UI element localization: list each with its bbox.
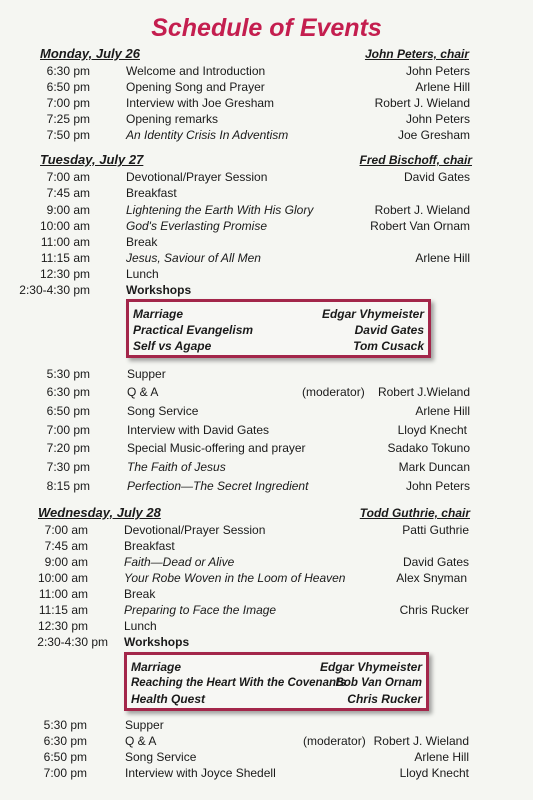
person: Arlene Hill [415, 251, 470, 265]
schedule-row [0, 384, 533, 400]
event: Breakfast [126, 186, 177, 200]
schedule-row [0, 554, 533, 570]
schedule-row [0, 111, 533, 127]
day-header-monday [0, 46, 533, 62]
event: Workshops [126, 283, 192, 297]
event: God's Everlasting Promise [126, 219, 268, 233]
person: Arlene Hill [414, 750, 469, 764]
event: Interview with Joe Gresham [126, 96, 275, 110]
person: Lloyd Knecht [397, 423, 467, 437]
workshop-title: Marriage [133, 307, 184, 321]
event: Interview with David Gates [127, 423, 270, 437]
time: 2:30-4:30 pm [19, 283, 90, 297]
schedule-row [0, 733, 533, 749]
event: Opening Song and Prayer [126, 80, 265, 94]
event: Special Music-offering and prayer [127, 441, 306, 455]
schedule-row [0, 218, 533, 234]
day-header-wednesday [0, 505, 533, 521]
workshop-leader: Edgar Vhymeister [319, 660, 422, 674]
workshop-leader: David Gates [354, 323, 424, 337]
time: 11:15 am [40, 251, 90, 265]
schedule-row [0, 422, 533, 438]
time: 7:25 pm [46, 112, 90, 126]
event: An Identity Crisis In Adventism [126, 128, 289, 142]
day-heading: Monday, July 26 [40, 46, 140, 61]
time: 8:15 pm [46, 479, 90, 493]
workshop-title: Self vs Agape [133, 339, 212, 353]
person: Robert J.Wieland [377, 385, 470, 399]
time: 9:00 am [44, 555, 88, 569]
time: 6:50 pm [46, 80, 90, 94]
time: 7:00 am [46, 170, 90, 184]
workshop-row [127, 675, 426, 691]
schedule-row [0, 234, 533, 250]
time: 5:30 pm [43, 718, 87, 732]
time: 10:00 am [39, 219, 90, 233]
event: Jesus, Saviour of All Men [126, 251, 261, 265]
moderator-note: (moderator) [303, 734, 366, 748]
event: Supper [127, 367, 166, 381]
schedule-row [0, 403, 533, 419]
time: 2:30-4:30 pm [37, 635, 108, 649]
schedule-row [0, 250, 533, 266]
person: Robert Van Ornam [370, 219, 470, 233]
time: 6:30 pm [46, 64, 90, 78]
person: John Peters [405, 479, 470, 493]
schedule-row [0, 366, 533, 382]
schedule-row [0, 79, 533, 95]
person: Robert J. Wieland [374, 203, 470, 217]
event: Your Robe Woven in the Loom of Heaven [124, 571, 346, 585]
event: The Faith of Jesus [127, 460, 226, 474]
workshops-box [126, 299, 431, 358]
workshop-row [129, 306, 428, 322]
workshop-leader: Tom Cusack [353, 339, 424, 353]
schedule-row [0, 634, 533, 650]
event: Q & A [127, 385, 159, 399]
day-chair: Todd Guthrie, chair [359, 506, 470, 520]
schedule-row [0, 749, 533, 765]
day-header-tuesday [0, 152, 533, 168]
event: Lightening the Earth With His Glory [126, 203, 314, 217]
workshops-box [124, 652, 429, 711]
schedule-row [0, 717, 533, 733]
time: 12:30 pm [39, 267, 90, 281]
person: Sadako Tokuno [387, 441, 470, 455]
time: 7:50 pm [46, 128, 90, 142]
workshop-leader: Edgar Vhymeister [321, 307, 424, 321]
time: 7:45 am [44, 539, 88, 553]
workshop-leader: Chris Rucker [347, 692, 422, 706]
person: Joe Gresham [397, 128, 470, 142]
person: Chris Rucker [399, 603, 469, 617]
time: 11:00 am [38, 587, 88, 601]
schedule-row [0, 185, 533, 201]
time: 5:30 pm [46, 367, 90, 381]
event: Perfection—The Secret Ingredient [127, 479, 309, 493]
time: 7:00 pm [46, 423, 90, 437]
day-heading: Wednesday, July 28 [38, 505, 161, 520]
schedule-row [0, 765, 533, 781]
event: Workshops [124, 635, 190, 649]
schedule-row [0, 440, 533, 456]
workshop-row [129, 338, 428, 354]
time: 7:00 pm [46, 96, 90, 110]
person: Arlene Hill [415, 404, 470, 418]
event: Break [126, 235, 158, 249]
event: Interview with Joyce Shedell [125, 766, 276, 780]
event: Opening remarks [126, 112, 219, 126]
time: 7:20 pm [46, 441, 90, 455]
event: Song Service [127, 404, 199, 418]
time: 6:50 pm [43, 750, 87, 764]
schedule-row [0, 202, 533, 218]
schedule-row [0, 586, 533, 602]
schedule-row [0, 478, 533, 494]
person: Patti Guthrie [402, 523, 469, 537]
page-title: Schedule of Events [151, 14, 382, 42]
person: Lloyd Knecht [399, 766, 469, 780]
person: Robert J. Wieland [374, 96, 470, 110]
time: 11:00 am [40, 235, 90, 249]
event: Devotional/Prayer Session [124, 523, 266, 537]
workshop-title: Marriage [131, 660, 182, 674]
time: 10:00 am [37, 571, 88, 585]
event: Song Service [125, 750, 197, 764]
schedule-row [0, 169, 533, 185]
event: Q & A [125, 734, 157, 748]
event: Lunch [126, 267, 159, 281]
schedule-row [0, 459, 533, 475]
event: Break [124, 587, 156, 601]
schedule-row [0, 538, 533, 554]
person: Arlene Hill [415, 80, 470, 94]
event: Breakfast [124, 539, 175, 553]
moderator-note: (moderator) [302, 385, 365, 399]
workshop-row [127, 691, 426, 707]
event: Supper [125, 718, 164, 732]
workshop-title: Health Quest [131, 692, 206, 706]
workshop-title: Practical Evangelism [133, 323, 254, 337]
workshop-row [127, 659, 426, 675]
time: 7:30 pm [46, 460, 90, 474]
schedule-row [0, 63, 533, 79]
event: Faith—Dead or Alive [124, 555, 235, 569]
time: 7:00 pm [43, 766, 87, 780]
time: 6:30 pm [43, 734, 87, 748]
event: Lunch [124, 619, 157, 633]
time: 6:50 pm [46, 404, 90, 418]
event: Welcome and Introduction [126, 64, 266, 78]
person: David Gates [403, 170, 470, 184]
time: 9:00 am [46, 203, 90, 217]
time: 7:00 am [44, 523, 88, 537]
person: John Peters [405, 112, 470, 126]
person: David Gates [402, 555, 469, 569]
schedule-row [0, 282, 533, 298]
day-chair: John Peters, chair [364, 47, 469, 61]
workshop-leader: Bob Van Ornam [335, 677, 422, 689]
time: 6:30 pm [46, 385, 90, 399]
time: 7:45 am [46, 186, 90, 200]
event: Preparing to Face the Image [124, 603, 277, 617]
workshop-row [129, 322, 428, 338]
time: 11:15 am [38, 603, 88, 617]
schedule-row [0, 266, 533, 282]
schedule-row [0, 95, 533, 111]
schedule-row [0, 602, 533, 618]
workshop-title: Reaching the Heart With the Covenants [131, 677, 347, 689]
time: 12:30 pm [37, 619, 88, 633]
event: Devotional/Prayer Session [126, 170, 268, 184]
person: Mark Duncan [398, 460, 470, 474]
schedule-row [0, 127, 533, 143]
day-chair: Fred Bischoff, chair [359, 153, 472, 167]
person: John Peters [405, 64, 470, 78]
person: Alex Snyman [396, 571, 467, 585]
day-heading: Tuesday, July 27 [40, 152, 144, 167]
schedule-row [0, 522, 533, 538]
person: Robert J. Wieland [373, 734, 469, 748]
schedule-row [0, 618, 533, 634]
schedule-row [0, 570, 533, 586]
